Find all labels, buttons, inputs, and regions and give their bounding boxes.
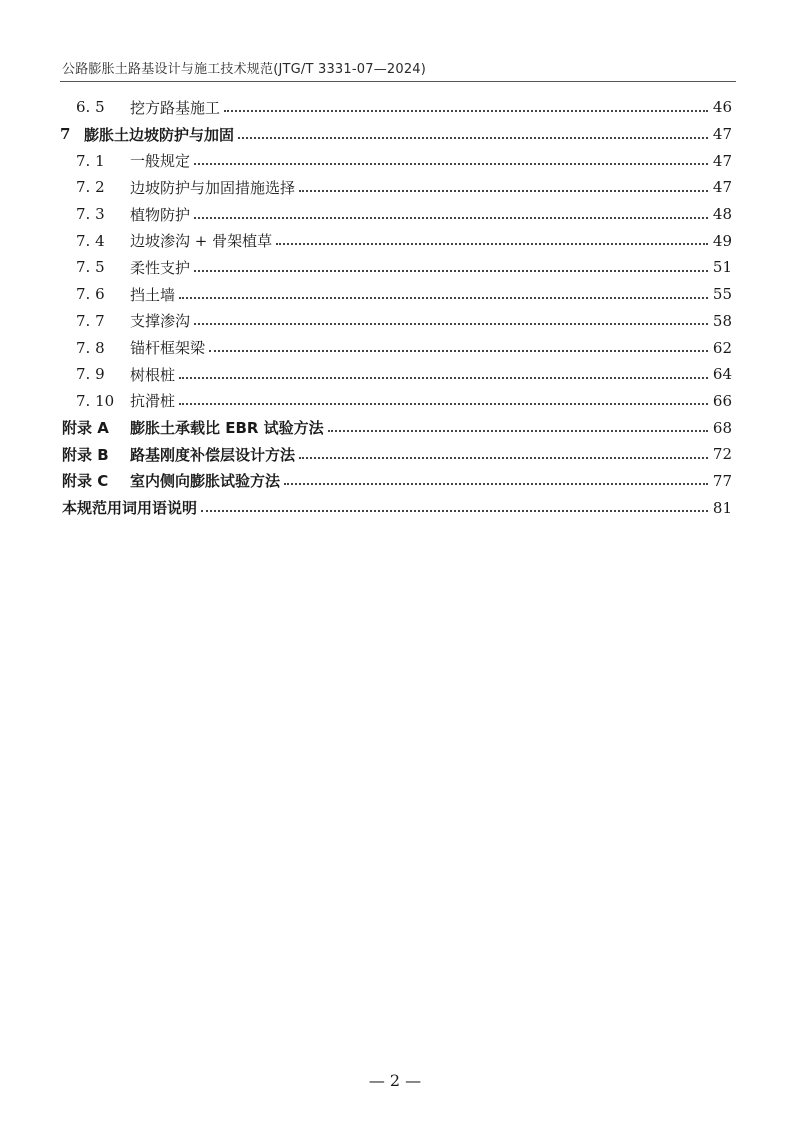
- toc-entry[interactable]: [60, 227, 732, 254]
- toc-entry[interactable]: [60, 494, 732, 521]
- toc-entry-number: 7. 5: [76, 258, 105, 277]
- toc-entry-number: 附录 A: [62, 419, 109, 438]
- toc-entry[interactable]: [60, 147, 732, 174]
- toc-entry[interactable]: [60, 468, 732, 495]
- toc-entry[interactable]: [60, 441, 732, 468]
- dot-leader: [194, 269, 708, 272]
- toc-entry-title: 室内侧向膨胀试验方法: [130, 472, 281, 491]
- toc-entry-title: 挖方路基施工: [130, 98, 221, 117]
- toc-entry-title: 锚杆框架梁: [130, 339, 206, 358]
- toc-entry-number: 6. 5: [76, 98, 105, 117]
- toc-entry-page: 72: [712, 445, 732, 464]
- toc-entry-title: 膨胀土边坡防护与加固: [84, 125, 235, 144]
- toc-entry[interactable]: [60, 94, 732, 121]
- toc-entry-number: 7. 3: [76, 205, 105, 224]
- page-number: — 2 —: [368, 1071, 422, 1090]
- toc-entry-page: 49: [712, 231, 732, 250]
- toc-entry[interactable]: [60, 388, 732, 415]
- dot-leader: [209, 349, 708, 352]
- toc-entry-page: 47: [712, 151, 732, 170]
- toc-entry-number: 7. 4: [76, 231, 105, 250]
- toc-entry-number: 7. 8: [76, 338, 105, 357]
- toc-entry[interactable]: [60, 174, 732, 201]
- toc-entry-title: 边坡防护与加固措施选择: [130, 178, 296, 197]
- toc-entry-title: 挡土墙: [130, 285, 176, 304]
- dot-leader: [194, 216, 708, 219]
- toc-entry-page: 46: [712, 98, 732, 117]
- header-rule: [60, 81, 736, 82]
- dot-leader: [201, 509, 708, 512]
- dot-leader: [179, 296, 708, 299]
- toc-entry-title: 膨胀土承载比 EBR 试验方法: [130, 419, 324, 438]
- toc-entry-title: 抗滑桩: [130, 392, 176, 411]
- running-header: 公路膨胀土路基设计与施工技术规范(JTG/T 3331-07—2024): [62, 62, 427, 77]
- dot-leader: [276, 242, 708, 245]
- toc-entry[interactable]: [60, 121, 732, 148]
- toc-entry-page: 81: [712, 498, 732, 517]
- dot-leader: [299, 189, 708, 192]
- toc-entry-title: 柔性支护: [130, 258, 191, 277]
- toc-entry-title: 本规范用词用语说明: [62, 499, 198, 518]
- dot-leader: [224, 109, 708, 112]
- toc-entry[interactable]: [60, 334, 732, 361]
- toc-entry-title: 一般规定: [130, 152, 191, 171]
- dot-leader: [328, 429, 708, 432]
- toc-entry-number: 7. 9: [76, 365, 105, 384]
- toc-entry-page: 51: [712, 258, 732, 277]
- toc-entry-page: 47: [712, 125, 732, 144]
- dot-leader: [284, 482, 708, 485]
- toc-entry-number: 7. 1: [76, 151, 105, 170]
- toc-entry-page: 55: [712, 285, 732, 304]
- dot-leader: [179, 402, 708, 405]
- toc-entry-number: 附录 B: [62, 445, 109, 464]
- toc-entry[interactable]: [60, 308, 732, 335]
- toc-entry[interactable]: [60, 254, 732, 281]
- toc-entry-number: 7. 7: [76, 311, 105, 330]
- dot-leader: [299, 456, 708, 459]
- toc-entry-title: 植物防护: [130, 205, 191, 224]
- toc-entry-number: 7. 6: [76, 285, 105, 304]
- toc-entry-number: 7. 2: [76, 178, 105, 197]
- toc-entry-page: 48: [712, 205, 732, 224]
- toc-entry-number: 7. 10: [76, 391, 115, 410]
- toc-entry-number: 7: [60, 125, 71, 144]
- toc-entry[interactable]: [60, 361, 732, 388]
- table-of-contents: [60, 94, 732, 521]
- toc-entry-page: 47: [712, 178, 732, 197]
- toc-entry-page: 62: [712, 338, 732, 357]
- dot-leader: [194, 322, 708, 325]
- toc-entry-page: 64: [712, 365, 732, 384]
- toc-entry-number: 附录 C: [62, 472, 109, 491]
- toc-entry-page: 58: [712, 311, 732, 330]
- toc-entry-title: 支撑渗沟: [130, 312, 191, 331]
- toc-entry-title: 路基刚度补偿层设计方法: [130, 445, 296, 464]
- dot-leader: [238, 136, 708, 139]
- toc-entry-page: 68: [712, 418, 732, 437]
- toc-entry[interactable]: [60, 414, 732, 441]
- toc-entry-title: 边坡渗沟 + 骨架植草: [130, 232, 273, 251]
- toc-entry-page: 77: [712, 471, 732, 490]
- toc-entry-title: 树根桩: [130, 365, 176, 384]
- toc-entry-page: 66: [712, 391, 732, 410]
- toc-entry[interactable]: [60, 281, 732, 308]
- dot-leader: [194, 162, 708, 165]
- dot-leader: [179, 376, 708, 379]
- toc-entry[interactable]: [60, 201, 732, 228]
